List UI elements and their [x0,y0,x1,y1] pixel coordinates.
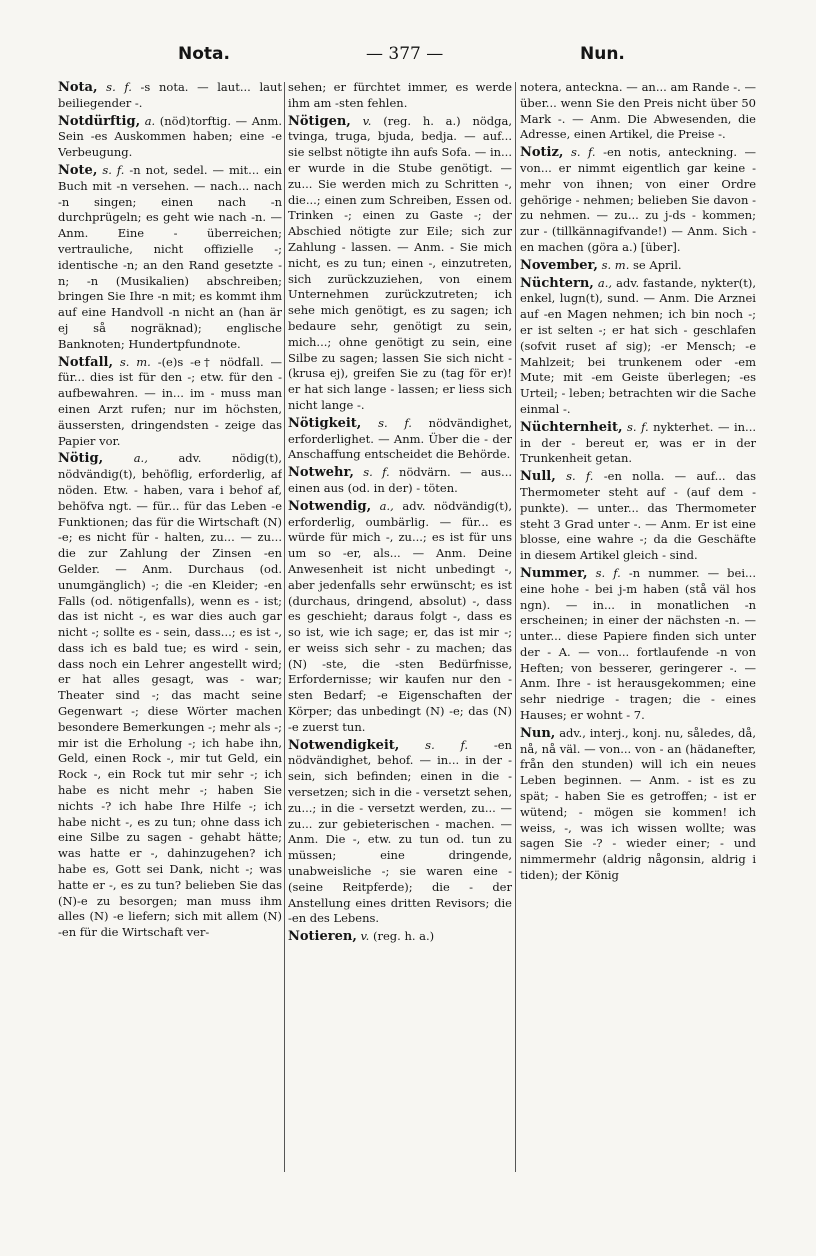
dictionary-entry [520,726,756,884]
dictionary-entry [288,114,512,414]
entry-headword: Notwendig, [288,498,372,514]
entry-text: nödvändighet, erforderlighet. — Anm. Über die - der Anschaffung entscheidet die Behörde. [288,415,512,462]
entry-grammar: s. m. [119,354,151,369]
entry-grammar: s. f. [102,162,125,177]
dictionary-entry [288,80,512,112]
dictionary-entry [58,114,282,161]
entry-headword: Nüchternheit, [520,419,623,435]
dictionary-entry [520,80,756,143]
entry-headword: Nötigen, [288,113,351,129]
entry-headword: Nota, [58,80,98,95]
entry-grammar: a. [144,113,156,128]
header-first-word: Nota. [178,44,230,64]
entry-grammar: s. f. [595,565,621,580]
column-1 [58,80,282,1180]
dictionary-entry [288,465,512,497]
entry-text: -(e)s -e† nödfall. — für... dies ist für den -; etw. für den - aufbewahren. — in... im - muss man einen Arzt rufen; nur im höchsten, äussersten, dringendsten - zeige das Papier vor. [58,354,282,448]
entry-headword: Notwendigkeit, [288,737,400,753]
entry-grammar: s. f. [566,469,594,484]
column-2 [288,80,512,1180]
column-3 [520,80,756,1180]
entry-headword: Nun, [520,725,556,741]
entry-headword: Notwehr, [288,465,354,481]
dictionary-entry [58,80,282,112]
dictionary-entry [58,355,282,450]
entry-text: nykterhet. — in... in der - bereut er, was er in der Trunkenheit getan. [520,419,756,466]
entry-text: (reg. h. a.) nödga, tvinga, truga, bjuda, bedja. — auf... sie selbst nötigte ihn aufs Sofa. — in... er wurde in die Stube genötigt. — zu... Sie werden mich zu Schritten -, die...; einen zum Schreiben, Essen od. Trinken -; einen zu Gaste -; der Abschied nötigte zur Eile; sich zur Zahlung - lassen. — Anm. - Sie mich nicht, es zu tun; einen -, einzutreten, sich zurückzuziehen, von einem Unternehmen zurückzutreten; ich sehe mich genötigt, es zu sagen; ich bedaure sehr, genötigt zu sein, mich...; ohne genötigt zu sein, eine Silbe zu sagen; lassen Sie sich nicht - (krusa ej), greifen Sie zu (tag för er)! er hat sich lange - lassen; er liess sich nicht lange -. [288,113,512,412]
entry-grammar: s. f. [106,80,132,94]
entry-headword: Notieren, [288,929,357,945]
dictionary-entry [520,145,756,256]
entry-text: (nöd)torftig. — Anm. Sein -es Auskommen haben; eine -e Verbeugung. [58,113,282,160]
entry-grammar: s. m. [601,257,630,272]
entry-text: adv., interj., konj. nu, således, då, nå, nå väl. — von... von - an (hädanefter, från den stunden) will ich ein neues Leben beginnen. — Anm. - ist es zu spät; - haben Sie es getroffen; - ist er wütend; - mögen sie kommen! ich weiss, -, was ich wissen wollte; was sagen Sie -? - wieder einer; - und nimmermehr (aldrig någonsin, aldrig i tiden); der König [520,725,756,883]
entry-text: adv. nödvändig(t), erforderlig, oumbärlig. — für... es würde für mich -, zu...; es ist für uns um so -er, als... — Anm. Deine Anwesenheit ist nicht unbedingt -, aber jedenfalls sehr erwünscht; es ist (durchaus, dringend, absolut) -, dass es geschieht; daraus folgt -, dass es so ist, wie ich sage; er, das ist mir -; er weiss sich sehr - zu machen; das (N) -ste, die -sten Bedürfnisse, Erfordernisse; wir kaufen nur den -sten Bedarf; -e Eigenschaften der Körper; das unbedingt (N) -e; das (N) -e zuerst tun. [288,498,512,734]
entry-headword: Note, [58,162,98,178]
entry-text: -n nummer. — bei... eine hohe - bei j-m haben (stå väl hos ngn). — in... in monatlichen -n erscheinen; in einer der nächsten -n. — unter... diese Papiere finden sich unter der - A. — von... fortlaufende -n von Heften; von besserer, geringerer -. — Anm. Ihre - ist herausgekommen; eine sehr niedrige - tragen; die - eines Hauses; er wohnt - 7. [520,565,756,723]
entry-headword: November, [520,257,598,273]
entry-headword: Notfall, [58,354,113,370]
page-header [58,44,758,68]
dictionary-entry [520,276,756,418]
entry-text: sehen; er fürchtet immer, es werde ihm am -sten fehlen. [288,80,512,110]
entry-text: (reg. h. a.) [372,929,435,944]
entry-grammar: s. f. [363,465,390,480]
entry-headword: Notdürftig, [58,113,141,129]
entry-text: -en nödvändighet, behof. — in... in der - sein, sich befinden; einen in die - versetzen; sich in die - versetzt sehen, zu...; in die - versetzt werden, zu... — zu... zur gebieterischen - machen. — Anm. Die -, etw. zu tun od. tun zu müssen; eine dringende, unabweisliche -; sie waren eine - (seine Reitpferde); die - der Anstellung eines dritten Revisors; die -en des Lebens. [288,737,512,926]
entry-grammar: s. f. [570,145,596,160]
entry-grammar: a., [133,451,148,466]
text-columns [58,80,760,1180]
dictionary-entry [288,738,512,928]
page-number: — 377 — [366,44,444,64]
dictionary-entry [288,929,512,945]
entry-text: adv. fastande, nykter(t), enkel, lugn(t), sund. — Anm. Die Arznei auf -en Magen nehmen; ich bin noch -; er ist selten -; er hat sich - geschlafen (sofvit ruset af sig); -er Mensch; -e Mahlzeit; bei trunkenem oder -em Mute; mit -em Geiste überlegen; -es Urteil; - leben; betrachten wir die Sache einmal -. [520,275,756,416]
dictionary-entry [520,258,756,274]
dictionary-entry [288,499,512,736]
entry-text: -s nota. — laut... laut beiliegender -. [58,80,282,110]
entry-grammar: v. [360,929,370,944]
dictionary-entry [58,451,282,941]
dictionary-entry [520,566,756,724]
entry-headword: Nötigkeit, [288,415,362,431]
header-last-word: Nun. [580,44,625,64]
entry-text: se April. [633,257,682,272]
entry-text: adv. nödig(t), nödvändig(t), behöflig, erforderlig, af nöden. Etw. - haben, vara i behof af, behöfva ngt. — für... für das Leben -e Funktionen; das für die Wirtschaft (N) -e; es nicht für - halten, zu... — zu... die zur Zahlung der Zinsen -en Gelder. — Anm. Durchaus (od. unumgänglich) -; die -en Kleider; -en Falls (od. nötigenfalls), wenn es - ist; das ist nicht -, es war dies auch gar nicht -; sollte es - sein, dass...; es ist -, dass ich es bald tue; es wird - sein, dass noch ein Lehrer angestellt wird; er hat alles gesagt, was - war; Theater sind -; das macht seine Gegenwart -; diese Wörter machen besondere Bemerkungen -; mehr als -; mir ist die Erholung -; ich habe ihn, Geld, einen Rock -, mir tut Geld, ein Rock -, ein Rock tut mir sehr -; ich habe es nicht mehr -; haben Sie nichts -? ich habe Ihre Hilfe -; ich habe nicht -, es zu tun; ohne dass ich eine Silbe zu sagen - gehabt hätte; was hatte er -, dahinzugehen? ich habe es, Gott sei Dank, nicht -; was hatte er -, es zu tun? belieben Sie das (N)-e zu besorgen; man muss ihm alles (N) -e liefern; sich mit allem (N) -en für die Wirtschaft ver- [58,451,282,940]
dictionary-entry [58,163,282,353]
dictionary-entry [520,469,756,564]
entry-text: nödvärn. — aus... einen aus (od. in der) - töten. [288,465,512,495]
dictionary-entry [520,420,756,467]
entry-grammar: v. [362,113,372,128]
entry-headword: Nüchtern, [520,275,594,291]
entry-headword: Notiz, [520,145,564,161]
entry-text: -en nolla. — auf... das Thermometer steht auf - (auf dem -punkte). — unter... das Thermometer steht 3 Grad unter -. — Anm. Er ist eine blosse, eine wahre -; da die Geschäfte in diesem Artikel gleich - sind. [520,469,756,563]
entry-headword: Nötig, [58,451,104,467]
entry-headword: Null, [520,469,556,485]
entry-headword: Nummer, [520,565,588,581]
dictionary-entry [288,416,512,463]
entry-grammar: s. f. [425,737,469,752]
entry-grammar: a., [379,498,394,513]
entry-text: -en notis, anteckning. — von... er nimmt eigentlich gar keine - mehr von ihnen; von einer Ordre gehörige - nehmen; belieben Sie davon - zu nehmen. — zu... zu j-ds - kommen; zur - (tillkännagifvande!) — Anm. Sich -en machen (göra a.) [über]. [520,145,756,254]
entry-grammar: a., [597,275,613,290]
entry-text: notera, anteckna. — an... am Rande -. — über... wenn Sie den Preis nicht über 50 Mark -. — Anm. Die Abwesenden, die Adresse, einen Artikel, die Preise -. [520,80,756,142]
entry-text: -n not, sedel. — mit... ein Buch mit -n versehen. — nach... nach -n singen; einen nach -n durchprügeln; es geht wie nach -n. — Anm. Eine - überreichen; vertrauliche, nicht offizielle -; identische -n; an den Rand gesetzte -n; -n (Musikalien) abschreiben; bringen Sie Ihre -n mit; es kommt ihm auf eine Handvoll -n nicht an (han är ej så nogräknad); englische Banknoten; Hundertpfundnote. [58,162,282,351]
entry-grammar: s. f. [378,415,412,430]
entry-grammar: s. f. [627,419,649,434]
